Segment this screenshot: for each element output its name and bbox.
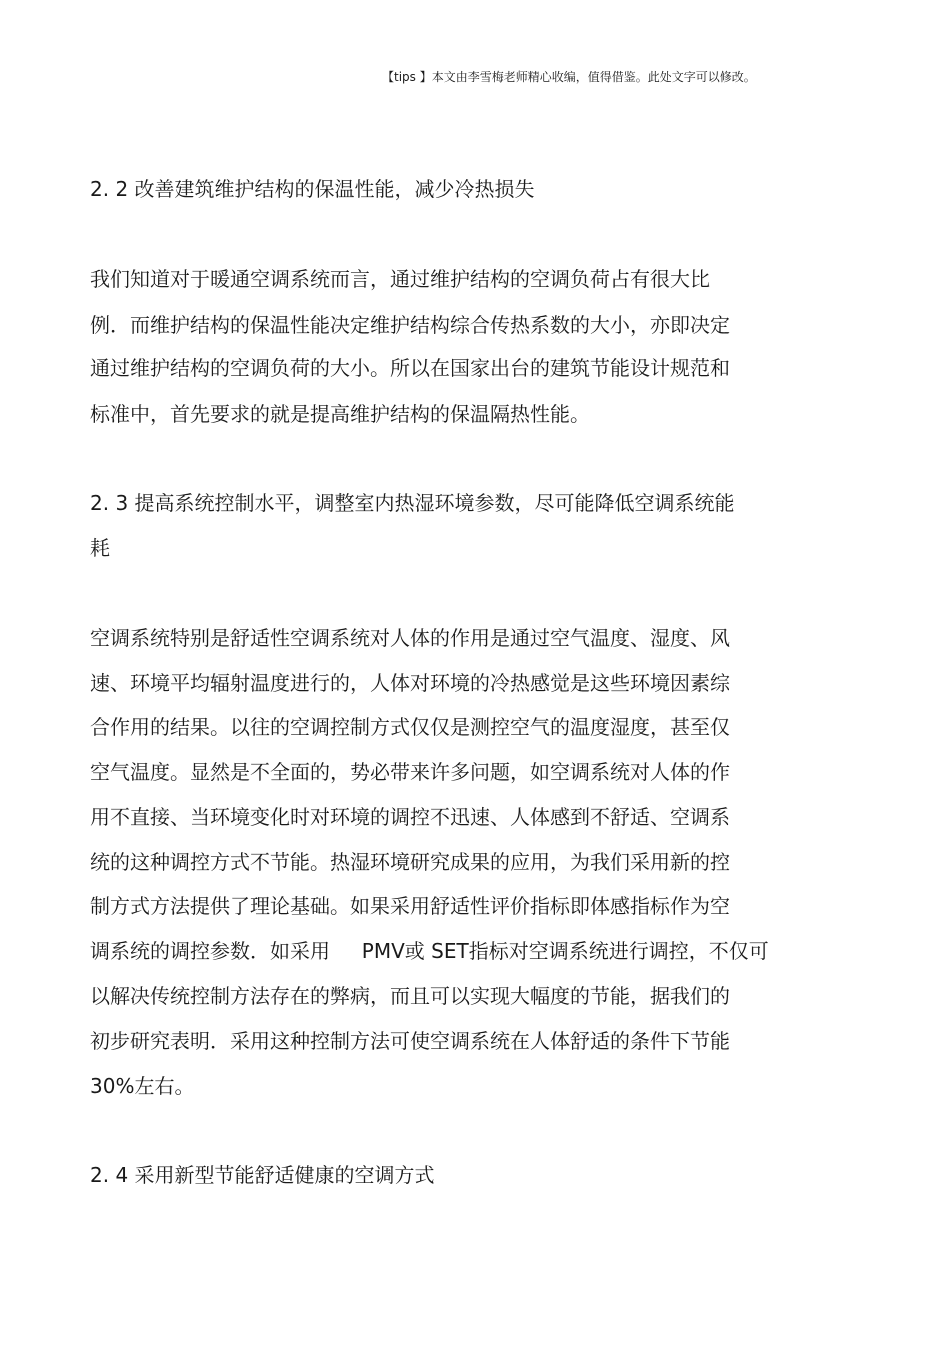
paragraph-line: 例．而维护结构的保温性能决定维护结构综合传热系数的大小，亦即决定 (90, 313, 730, 337)
paragraph-line: 调系统的调控参数．如采用 PMV或 SET指标对空调系统进行调控，不仅可 (90, 939, 769, 963)
paragraph-line: 初步研究表明．采用这种控制方法可使空调系统在人体舒适的条件下节能 (90, 1029, 730, 1053)
paragraph-line: 通过维护结构的空调负荷的大小。所以在国家出台的建筑节能设计规范和 (90, 356, 730, 380)
paragraph-line: 速、环境平均辐射温度进行的，人体对环境的冷热感觉是这些环境因素综 (90, 671, 730, 695)
paragraph-line: 空气温度。显然是不全面的，势必带来许多问题，如空调系统对人体的作 (90, 760, 730, 784)
paragraph-line: 空调系统特别是舒适性空调系统对人体的作用是通过空气温度、湿度、风 (90, 626, 730, 650)
paragraph-line: 以解决传统控制方法存在的弊病，而且可以实现大幅度的节能，据我们的 (90, 984, 730, 1008)
heading-2-3-line: 耗 (90, 536, 110, 560)
paragraph-line: 用不直接、当环境变化时对环境的调控不迅速、人体感到不舒适、空调系 (90, 805, 730, 829)
tips-header: 【tips 】本文由李雪梅老师精心收编，值得借鉴。此处文字可以修改。 (382, 70, 756, 84)
paragraph-line: 制方式方法提供了理论基础。如果采用舒适性评价指标即体感指标作为空 (90, 894, 730, 918)
paragraph-line: 合作用的结果。以往的空调控制方式仅仅是测控空气的温度湿度，甚至仅 (90, 715, 730, 739)
paragraph-line: 我们知道对于暖通空调系统而言，通过维护结构的空调负荷占有很大比 (90, 267, 710, 291)
paragraph-line: 统的这种调控方式不节能。热湿环境研究成果的应用，为我们采用新的控 (90, 850, 730, 874)
paragraph-line: 30%左右。 (90, 1074, 195, 1098)
paragraph-line: 标准中，首先要求的就是提高维护结构的保温隔热性能。 (90, 402, 590, 426)
heading-2-4: 2. 4 采用新型节能舒适健康的空调方式 (90, 1163, 435, 1187)
heading-2-2: 2. 2 改善建筑维护结构的保温性能，减少冷热损失 (90, 177, 535, 201)
heading-2-3-line: 2. 3 提高系统控制水平，调整室内热湿环境参数，尽可能降低空调系统能 (90, 491, 735, 515)
